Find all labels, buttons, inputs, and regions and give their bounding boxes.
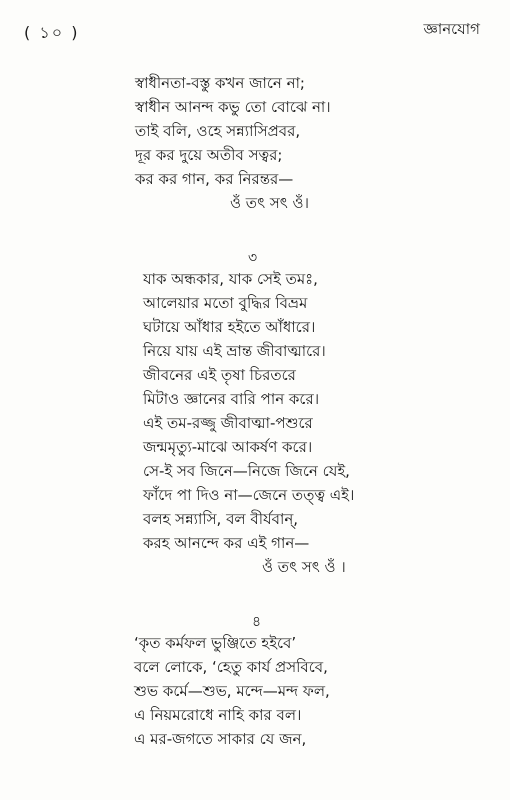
stanza-2-line-2: আলেয়ার মতো বুদ্ধির বিভ্রম [143,294,308,312]
stanza-3-line-2: বলে লোকে, ‘হেতু কার্য প্রসবিবে, [134,658,328,676]
stanza-1-line-1: স্বাধীনতা-বস্তু কখন জানে না; [135,74,305,92]
stanza-2-line-11: বলহ সন্ন্যাসি, বল বীর্যবান্, [143,510,299,528]
stanza-2-line-9: সে-ই সব জিনে—নিজে জিনে যেই, [143,462,350,480]
stanza-3-line-3: শুভ কর্মে—শুভ, মন্দে—মন্দ ফল, [134,682,330,700]
stanza-2-line-8: জন্মমৃত্যু-মাঝে আকর্ষণ করে। [143,438,313,456]
stanza-1-line-5: কর কর গান, কর নিরন্তর— [135,170,294,188]
stanza-2-line-3: ঘটায়ে আঁধার হইতে আঁধারে। [143,318,316,336]
stanza-2-line-1: যাক অন্ধকার, যাক সেই তমঃ, [143,270,318,288]
stanza-2-line-5: জীবনের এই তৃষা চিরতরে [143,366,296,384]
stanza-3-number: ৪ [252,614,262,630]
stanza-2-number: ৩ [248,250,258,266]
stanza-3-line-5: এ মর-জগতে সাকার যে জন, [134,730,307,748]
stanza-1-line-3: তাই বলি, ওহে সন্ন্যাসিপ্রবর, [135,122,301,140]
stanza-1-line-6: ওঁ তৎ সৎ ওঁ। [230,194,309,212]
stanza-2-line-10: ফাঁদে পা দিও না—জেনে তত্ত্ব এই। [143,486,355,504]
stanza-2-line-12: করহ আনন্দে কর এই গান— [143,534,310,552]
stanza-2-line-6: মিটাও জ্ঞানের বারি পান করে। [143,390,320,408]
stanza-2-line-7: এই তম-রজ্জু জীবাত্মা-পশুরে [143,414,313,432]
running-title: জ্ঞানযোগ [423,20,480,38]
stanza-2-line-13: ওঁ তৎ সৎ ওঁ । [262,558,346,576]
stanza-1-line-4: দূর কর দুয়ে অতীব সত্বর; [135,146,283,164]
stanza-3-line-4: এ নিয়মরোধে নাহি কার বল। [134,706,302,724]
stanza-2-line-4: নিয়ে যায় এই ভ্রান্ত জীবাত্মারে। [143,342,326,360]
stanza-3-line-1: ‘কৃত কর্মফল ভুঞ্জিতে হইবে’ [134,634,297,652]
stanza-1-line-2: স্বাধীন আনন্দ কভু তো বোঝে না। [135,98,331,116]
page-number: ( ১০ ) [24,23,80,42]
